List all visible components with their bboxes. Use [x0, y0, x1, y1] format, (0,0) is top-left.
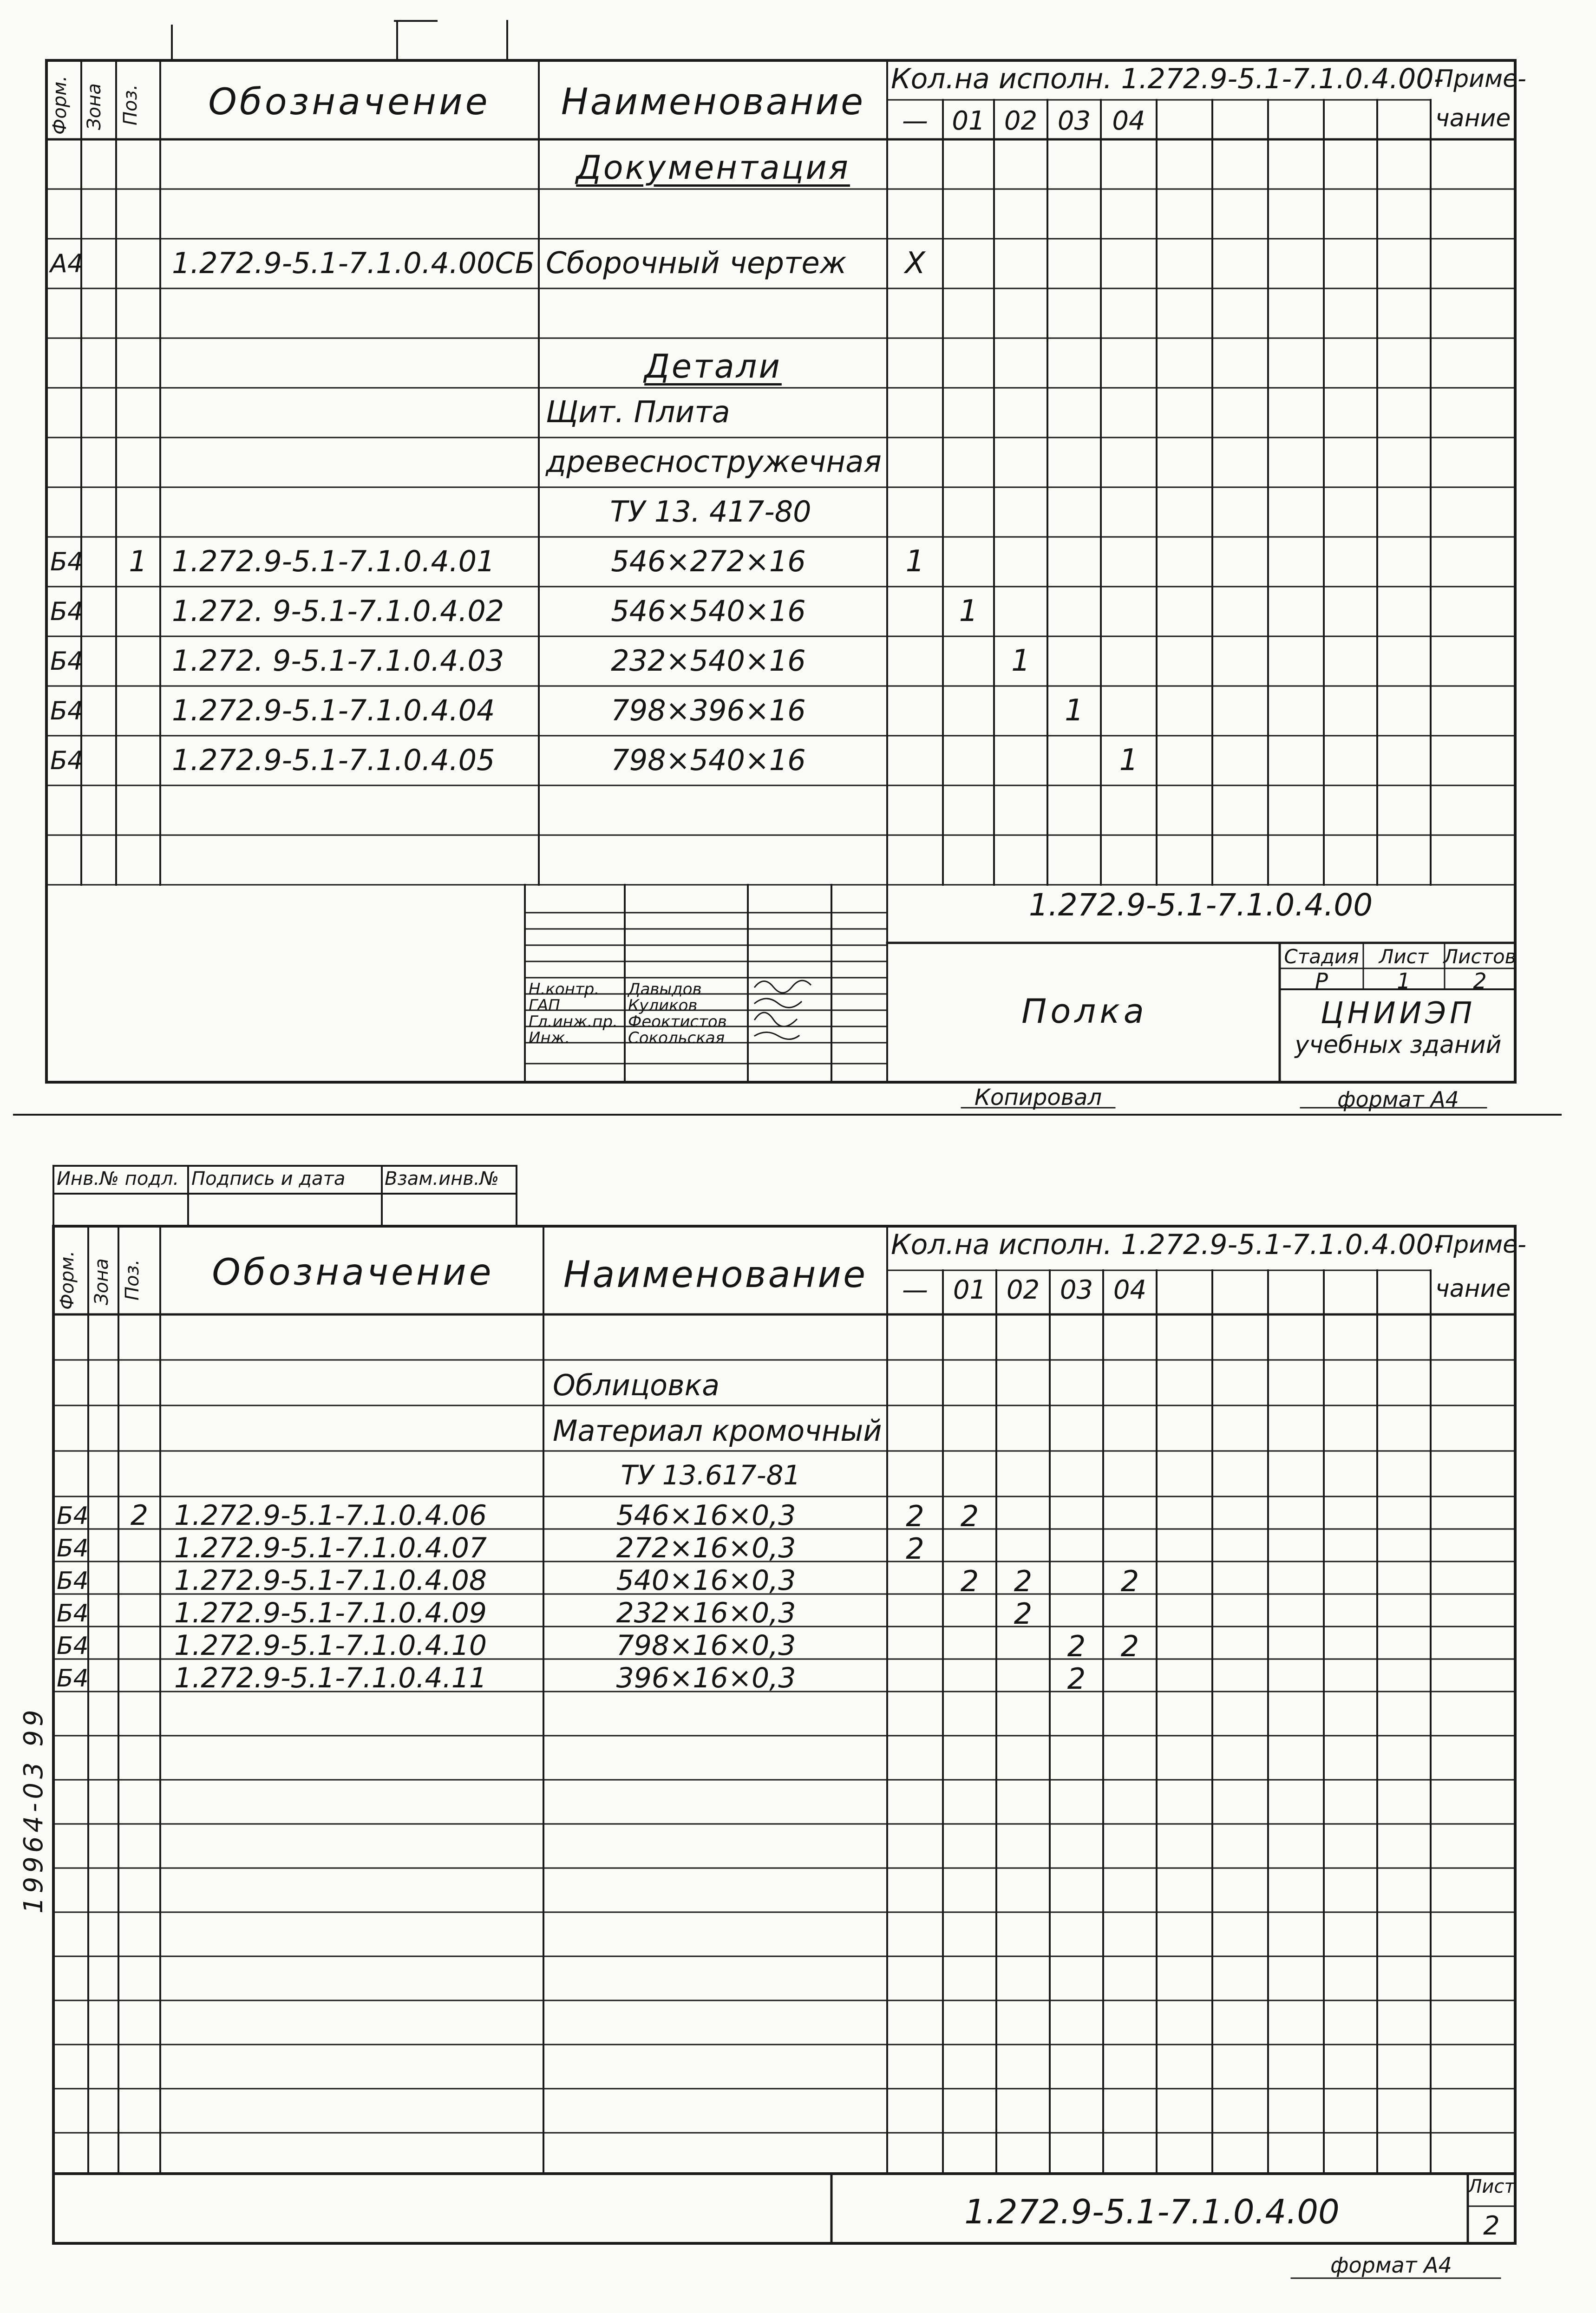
format-label: формат А4 [1330, 2253, 1452, 2278]
header-note: Приме- [1435, 65, 1526, 93]
role-name: Феоктистов [628, 1013, 727, 1031]
org-name: ЦНИИЭП [1320, 996, 1476, 1031]
header-zone: Зона [91, 1258, 112, 1305]
doc-code: 1.272.9-5.1-7.1.0.4.00 [964, 2192, 1340, 2231]
sheet-value: 2 [1483, 2211, 1500, 2241]
row-position: 2 [130, 1499, 149, 1532]
row-format: Б4 [50, 547, 84, 576]
row-size: 232×540×16 [611, 644, 806, 678]
row-size: 546×272×16 [611, 544, 806, 578]
header-qty-col: 03 [1060, 1275, 1093, 1305]
row-designation: 1.272. 9-5.1-7.1.0.4.02 [172, 594, 504, 628]
row-name: Щит. Плита [546, 395, 730, 430]
stamp-swap: Взам.инв.№ [385, 1168, 499, 1189]
stamp-sign: Подпись и дата [191, 1168, 346, 1189]
row-size: 798×540×16 [611, 743, 806, 777]
header-zone: Зона [84, 83, 105, 130]
row-size: 540×16×0,3 [616, 1564, 796, 1597]
header-name: Наименование [561, 81, 865, 123]
row-qty: 2 [960, 1499, 979, 1533]
row-format: Б4 [57, 1600, 89, 1627]
archive-number: 19964-03 99 [19, 1706, 49, 1914]
copied-label: Копировал [974, 1085, 1102, 1111]
row-format: Б4 [57, 1632, 89, 1660]
header-qty-col: — [902, 1275, 928, 1305]
row-designation: 1.272.9-5.1-7.1.0.4.10 [174, 1629, 487, 1662]
row-designation: 1.272.9-5.1-7.1.0.4.08 [174, 1564, 487, 1597]
org-name: учебных зданий [1295, 1031, 1502, 1059]
header-note: чание [1435, 1275, 1511, 1303]
signature [755, 1032, 799, 1039]
sheets-label: Листов [1443, 945, 1517, 968]
row-format: А4 [50, 249, 84, 278]
row-qty: 1 [959, 594, 978, 628]
row-designation: 1.272.9-5.1-7.1.0.4.01 [172, 544, 495, 578]
row-format: Б4 [50, 597, 84, 626]
signature [755, 999, 801, 1007]
row-qty: 2 [1014, 1564, 1033, 1598]
row-designation: 1.272.9-5.1-7.1.0.4.09 [174, 1597, 487, 1629]
stage-value: Р [1315, 968, 1328, 993]
header-qty-col: 02 [1004, 106, 1038, 136]
role-name: Давыдов [628, 980, 702, 999]
section-heading: Детали [644, 347, 782, 386]
row-position: 1 [129, 544, 147, 578]
row-qty: 1 [1011, 644, 1030, 678]
row-qty: X [905, 246, 925, 281]
row-qty: 1 [905, 544, 925, 579]
row-qty: 2 [960, 1564, 979, 1598]
role-label: ГАП [529, 996, 560, 1015]
row-qty: 2 [1067, 1662, 1086, 1696]
row-qty: 1 [1119, 743, 1138, 778]
sheet-label: Лист [1379, 945, 1429, 968]
section-heading: Документация [576, 149, 850, 187]
row-size: 546×16×0,3 [616, 1499, 796, 1532]
row-qty: 2 [906, 1499, 924, 1533]
row-qty: 2 [1120, 1564, 1139, 1598]
stamp-inv: Инв.№ подл. [57, 1168, 179, 1189]
header-name: Наименование [563, 1254, 868, 1296]
sheet-label: Лист [1468, 2176, 1515, 2197]
row-size: 272×16×0,3 [616, 1532, 796, 1564]
header-designation: Обозначение [212, 1252, 494, 1294]
row-format: Б4 [50, 647, 84, 676]
row-qty: 1 [1065, 693, 1084, 728]
row-size: 232×16×0,3 [616, 1597, 796, 1629]
signature [755, 1013, 797, 1026]
header-qty-col: 04 [1113, 1275, 1147, 1305]
row-spec: ТУ 13. 417-80 [610, 495, 811, 529]
sheet-value: 1 [1397, 968, 1411, 993]
row-designation: 1.272. 9-5.1-7.1.0.4.03 [172, 644, 504, 678]
row-name: Облицовка [553, 1368, 720, 1402]
row-designation: 1.272.9-5.1-7.1.0.4.11 [174, 1662, 487, 1694]
role-label: Гл.инж.пр. [529, 1013, 618, 1031]
row-designation: 1.272.9-5.1-7.1.0.4.07 [174, 1532, 487, 1564]
row-size: 396×16×0,3 [616, 1662, 796, 1694]
format-label: формат А4 [1337, 1087, 1459, 1112]
role-label: Инж. [529, 1029, 570, 1047]
row-format: Б4 [57, 1665, 89, 1692]
row-format: Б4 [50, 696, 84, 725]
row-qty: 2 [1014, 1597, 1033, 1631]
doc-code: 1.272.9-5.1-7.1.0.4.00 [1028, 887, 1373, 923]
header-qty-title: Кол.на исполн. 1.272.9-5.1-7.1.0.4.00- [891, 1228, 1444, 1261]
row-qty: 2 [906, 1532, 924, 1566]
header-qty-col: 04 [1112, 106, 1145, 136]
header-qty-col: 02 [1006, 1275, 1040, 1305]
header-qty-col: 01 [953, 1275, 987, 1305]
row-name: Сборочный чертеж [546, 246, 847, 281]
row-size: 546×540×16 [611, 594, 806, 628]
header-qty-title: Кол.на исполн. 1.272.9-5.1-7.1.0.4.00- [891, 63, 1444, 95]
signature [755, 980, 811, 993]
row-format: Б4 [57, 1535, 89, 1562]
row-designation: 1.272.9-5.1-7.1.0.4.05 [172, 743, 495, 777]
header-format: Форм. [57, 1250, 78, 1310]
product-title: Полка [1021, 992, 1148, 1031]
header-pos: Поз. [120, 84, 141, 125]
header-note: Приме- [1435, 1231, 1526, 1259]
row-size: 798×396×16 [611, 693, 806, 727]
row-name: древесностружечная [546, 445, 882, 479]
header-qty-col: — [902, 106, 928, 136]
header-qty-col: 03 [1057, 106, 1091, 136]
sheets-value: 2 [1473, 968, 1487, 993]
role-name: Сокольская [628, 1029, 725, 1047]
header-note: чание [1435, 105, 1511, 132]
row-designation: 1.272.9-5.1-7.1.0.4.00СБ [172, 246, 535, 280]
stage-label: Стадия [1284, 945, 1359, 968]
header-format: Форм. [49, 75, 71, 135]
header-designation: Обозначение [208, 81, 491, 123]
row-size: 798×16×0,3 [616, 1629, 796, 1662]
role-name: Куликов [628, 996, 698, 1015]
row-qty: 2 [1120, 1629, 1139, 1663]
row-qty: 2 [1067, 1629, 1086, 1663]
row-designation: 1.272.9-5.1-7.1.0.4.04 [172, 693, 495, 727]
row-spec: ТУ 13.617-81 [621, 1459, 801, 1491]
row-format: Б4 [57, 1502, 89, 1530]
header-qty-col: 01 [952, 106, 985, 136]
role-label: Н.контр. [529, 980, 600, 999]
row-format: Б4 [50, 746, 84, 775]
row-format: Б4 [57, 1567, 89, 1595]
header-pos: Поз. [122, 1259, 143, 1300]
row-designation: 1.272.9-5.1-7.1.0.4.06 [174, 1499, 487, 1532]
row-name: Материал кромочный [553, 1414, 882, 1448]
